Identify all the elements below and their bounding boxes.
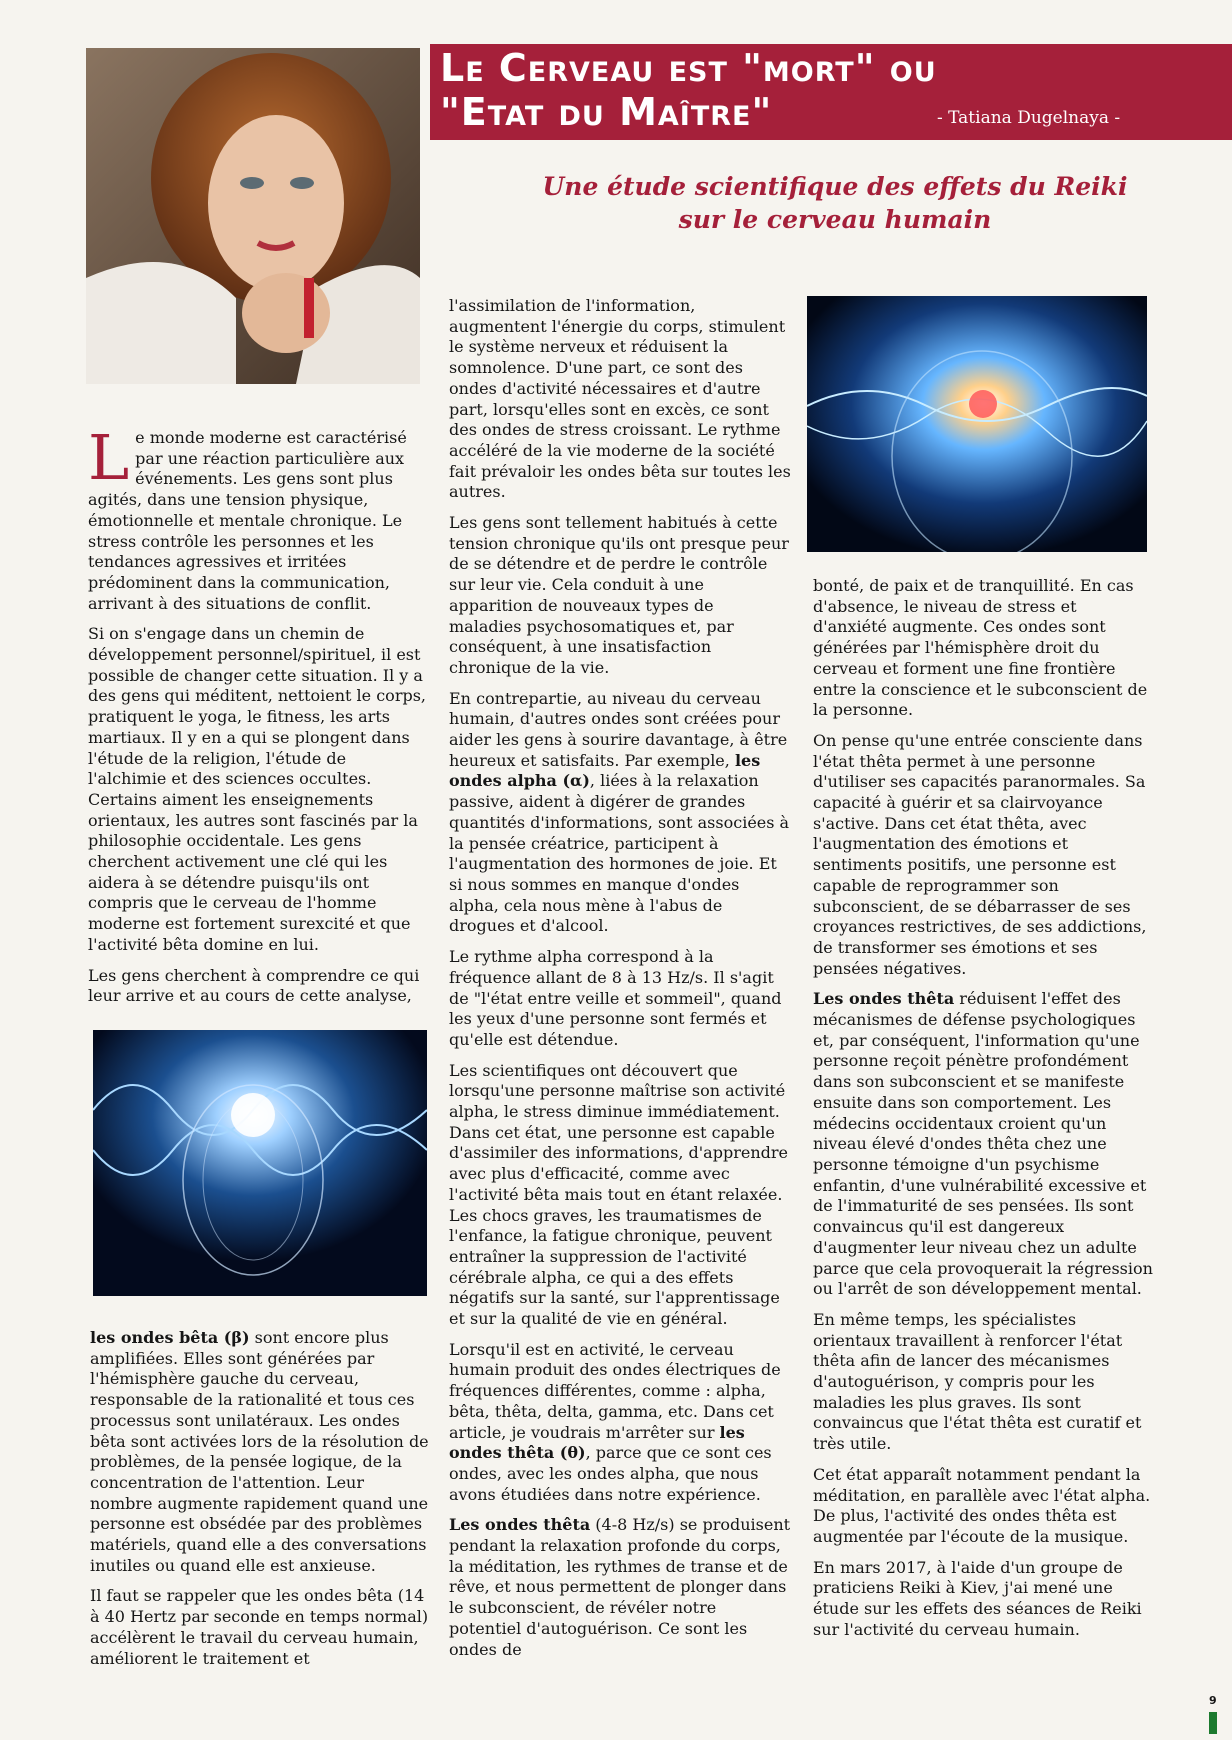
brain-image-right [807,296,1147,552]
paragraph: l'assimilation de l'information, augmentent l'énergie du corps, stimulent le système nerveux et réduisent la somnolence. D'une part, ce sont des ondes d'activité nécessaires et d'autre part, lorsqu'elles sont en excès, ce sont des ondes de stress croissant. Le rythme accéléré de la vie moderne de la société fait prévaloir les ondes bêta sur toutes les autres. [449,296,791,502]
paragraph-text: , parce que ce sont ces ondes, avec les ondes alpha, que nous avons étudiées dans notre expérience. [449,1443,772,1504]
brain-image-left [93,1030,427,1296]
column-1-continued [90,1328,430,1679]
paragraph [449,689,791,937]
paragraph: En même temps, les spécialistes orientaux travaillent à renforcer l'état thêta afin de lancer des mécanismes d'autoguérison, y compris pour les maladies les plus graves. Ils sont convaincus que l'état thêta est curatif et très utile. [813,1309,1142,1454]
glowing-brain-icon [807,296,1147,552]
paragraph: Les gens cherchent à comprendre ce qui leur arrive et au cours de cette analyse, [88,965,420,1006]
paragraph: bonté, de paix et de tranquillité. En cas d'absence, le niveau de stress et d'anxiété augmente. Ces ondes sont générées par l'hémisphère droit du cerveau et forment une fine frontière entre la conscience et le subconscient de la personne. [813,576,1148,720]
paragraph: Si on s'engage dans un chemin de développement personnel/spirituel, il est possible de changer cette situation. Il y a des gens qui méditent, nettoient le corps, pratiquent le yoga, le fitness, les arts martiaux. Il y en a qui se plongent dans l'étude de la religion, l'étude de l'alchimie et des sciences occultes. Certains aiment les enseignements orientaux, les autres sont fascinés par la philosophie occidentale. Les gens cherchent activement une clé qui les aidera à se détendre puisqu'ils ont compris que le cerveau de l'homme moderne est fortement surexcité et que l'activité bêta domine en lui. [88,624,426,954]
paragraph-text: En contrepartie, au niveau du cerveau humain, d'autres ondes sont créées pour aider les gens à sourire davantage, à être heureux et satisfaits. Par exemple, [449,688,788,770]
paragraph: Les scientifiques ont découvert que lorsqu'une personne maîtrise son activité alpha, le stress diminue immédiatement. Dans cet état, une personne est capable d'assimiler des informations, d'apprendre avec plus d'efficacité, comme avec l'activité bêta mais tout en étant relaxée. Les chocs graves, les traumatismes de l'enfance, la fatigue chronique, peuvent entraîner la suppression de l'activité cérébrale alpha, ce qui a des effets négatifs sur la santé, sur l'apprentissage et sur la qualité de vie en général. [449,1060,788,1329]
author-portrait [86,48,420,384]
page-number: 9 [1209,1694,1217,1707]
paragraph [449,1340,791,1506]
paragraph [90,1328,430,1576]
article-subtitle [470,170,1200,236]
paragraph-text: Lorsqu'il est en activité, le cerveau humain produit des ondes électriques de fréquences différentes, comme : alpha, bêta, thêta, delta, gamma, etc. Dans cet article, je voudrais m'arrêter sur [449,1339,781,1442]
paragraph-text: e monde moderne est caractérisé par une réaction particulière aux événements. Les gens sont plus agités, dans une tension physique, émotionnelle et mentale chronique. Le stress contrôle les personnes et les tendances agressives et irritées prédominent dans la communication, arrivant à des situations de conflit. [88,428,407,613]
bold-term: les ondes bêta (β) [90,1328,250,1347]
paragraph: Il faut se rappeler que les ondes bêta (14 à 40 Hertz par seconde en temps normal) accélèrent le travail du cerveau humain, améliorent le traitement et [90,1586,429,1668]
paragraph-text: , liées à la relaxation passive, aident à digérer de grandes quantités d'informations, sont associées à la pensée créatrice, participent à l'augmentation des hormones de joie. Et si nous sommes en manque d'ondes alpha, cela nous mène à l'abus de drogues et d'alcool. [449,771,790,936]
paragraph: En mars 2017, à l'aide d'un groupe de praticiens Reiki à Kiev, j'ai mené une étude sur les effets des séances de Reiki sur l'activité du cerveau humain. [813,1557,1142,1639]
bold-term: les ondes thêta (θ) [449,1422,745,1463]
author-name: - Tatiana Dugelnaya - [937,108,1121,128]
drop-cap: L [88,421,130,494]
paragraph-text: réduisent l'effet des mécanismes de défense psychologiques et, par conséquent, l'information qu'une personne reçoit pénètre profondément dans son subconscient et se manifeste ensuite dans son comportement. Les médecins occidentaux croient qu'un niveau élevé d'ondes thêta chez une personne témoigne d'un psychisme enfantin, d'une vulnérabilité excessive et de l'immaturité de ses pensées. Ils sont convaincus qu'il est dangereux d'augmenter leur niveau chez un adulte parce que cela provoquerait la régression ou l'arrêt de son développement mental. [813,989,1153,1299]
subtitle-line-1: Une étude scientifique des effets du Reiki [542,172,1128,201]
paragraph: Cet état apparaît notamment pendant la méditation, en parallèle avec l'état alpha. De plus, l'activité des ondes thêta est augmentée par l'écoute de la musique. [813,1464,1151,1546]
column-2 [449,296,791,1670]
paragraph [88,421,428,614]
column-3 [813,576,1153,1650]
paragraph [449,1515,791,1660]
woman-portrait-icon [86,48,420,384]
article-title [440,46,937,134]
page-color-bar [1209,1712,1217,1734]
paragraph: Les gens sont tellement habitués à cette tension chronique qu'ils ont presque peur de se détendre et de perdre le contrôle sur leur vie. Cela conduit à une apparition de nouveaux types de maladies psychosomatiques et, par conséquent, à une insatisfaction chronique de la vie. [449,513,789,677]
title-line-2: "Etat du Maître" [440,90,773,134]
paragraph-text: sont encore plus amplifiées. Elles sont générées par l'hémisphère gauche du cerveau, responsable de la rationalité et tous ces processus sont unilatéraux. Les ondes bêta sont activées lors de la résolution de problèmes, de la pensée logique, de la concentration de l'attention. Leur nombre augmente rapidement quand une personne est obsédée par des problèmes matériels, quand elle a des conversations inutiles ou quand elle est anxieuse. [90,1328,429,1575]
paragraph: Le rythme alpha correspond à la fréquence allant de 8 à 13 Hz/s. Il s'agit de "l'état entre veille et sommeil", quand les yeux d'une personne sont fermés et qu'elle est détendue. [449,947,782,1049]
subtitle-line-2: sur le cerveau humain [678,205,992,234]
column-1 [88,421,428,1017]
bold-term: Les ondes thêta [813,989,955,1009]
paragraph: On pense qu'une entrée consciente dans l'état thêta permet à une personne d'utiliser ses capacités paranormales. Sa capacité à guérir et sa clairvoyance s'active. Dans cet état thêta, avec l'augmentation des émotions et sentiments positifs, une personne est capable de reprogrammer son subconscient, de se débarrasser de ses croyances restrictives, de ses addictions, de transformer ses émotions et ses pensées négatives. [813,730,1147,978]
paragraph-text: (4-8 Hz/s) se produisent pendant la relaxation profonde du corps, la méditation, les rythmes de transe et de rêve, et nous permettent de plonger dans le subconscient, de révéler notre potentiel d'autoguérison. Ce sont les ondes de [449,1515,791,1659]
bold-term: les ondes alpha (α) [449,750,761,791]
paragraph [813,989,1153,1300]
glowing-head-icon [93,1030,427,1296]
bold-term: Les ondes thêta [449,1515,591,1535]
title-line-1: Le Cerveau est "mort" ou [440,46,937,90]
